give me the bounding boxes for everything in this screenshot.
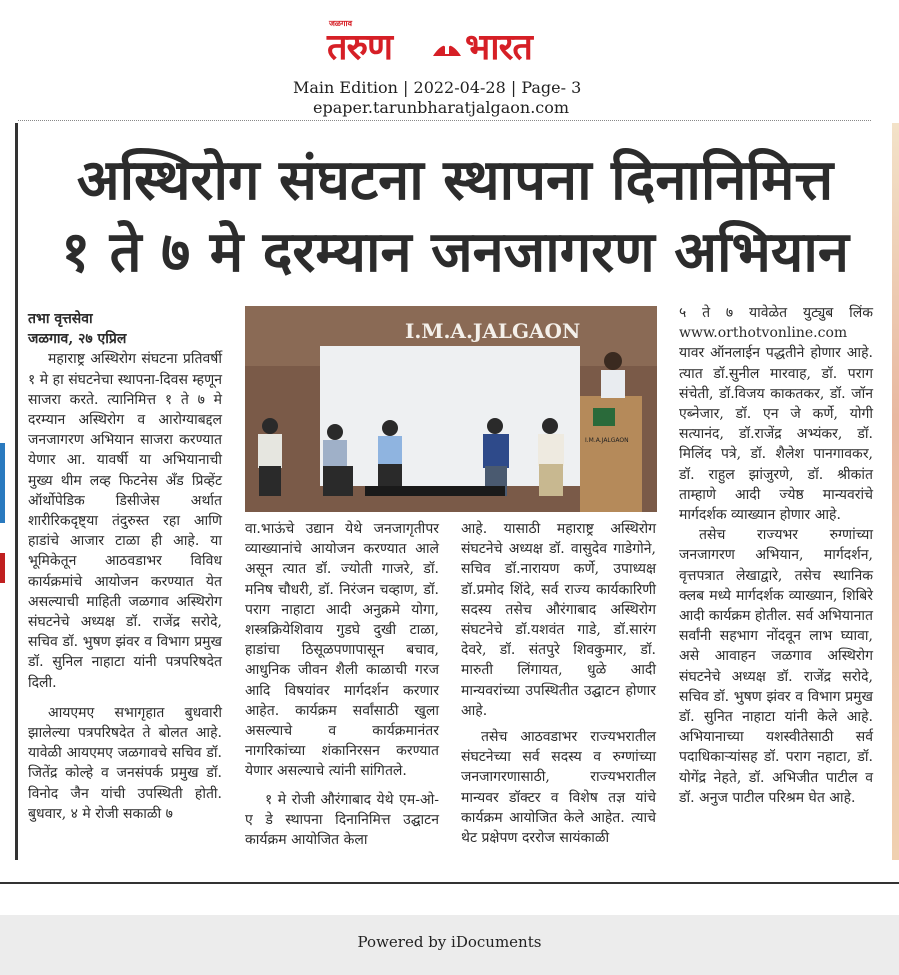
byline: तभा वृत्तसेवा [28, 311, 93, 327]
article-column-4 [679, 303, 873, 808]
page-edge-left [15, 123, 18, 860]
headline-line-1: अस्थिरोग संघटना स्थापना दिनानिमित्त [76, 148, 834, 213]
paragraph: ५ ते ७ यावेळेत युट्युब लिंक www.orthotvonline.com यावर ऑनलाईन पद्धतीने होणार आहे. त्यात डॉ.सुनील मारवाह, डॉ. पराग संचेती, डॉ.विजय काकतकर, डॉ. जॉन एब्नेजार, डॉ. एन जे कर्णे, योगी सत्यानंद, डॉ.राजेंद्र अभ्यंकर, डॉ. मिलिंद पत्रे, डॉ. शैलेश पानगावकर, डॉ. राहुल झांजुरणे, डॉ. श्रीकांत ताम्हाणे आदी ज्येष्ठ मान्यवरांचे मार्गदर्शक व्याख्यान होणार आहे. [679, 305, 873, 524]
divider [18, 120, 871, 121]
paragraph: आहे. यासाठी महाराष्ट्र अस्थिरोग संघटनेचे अध्यक्ष डॉ. वासुदेव गाडेगोने, सचिव डॉ.नारायण कर्णे, उपाध्यक्ष डॉ.प्रमोद शिंदे, सर्व राज्य कार्यकारिणी सदस्य तसेच औरंगाबाद अस्थिरोग संघटनेचे डॉ.यशवंत गाडे, डॉ.सारंग देवरे, डॉ. संतपुरे शिवकुमार, डॉ. मारुती लिंगायत, धुळे आदी मान्यवरांच्या उपस्थितीत उद्घाटन होणार आहे. [461, 521, 656, 719]
paragraph: तसेच आठवडाभर राज्यभरातील संघटनेच्या सर्व सदस्य व रुग्णांच्या जनजागरणासाठी, राज्यभरातील मान्यवर डॉक्टर व विशेष तज्ञ यांचे कार्यक्रम आयोजित केले आहेत. त्याचे थेट प्रक्षेपण दररोज सायंकाळी [461, 729, 656, 847]
page-edge-right [892, 123, 899, 860]
headline-line-2: १ ते ७ मे दरम्यान जनजागरण अभियान [61, 220, 849, 285]
edition-meta: Main Edition | 2022-04-28 | Page- 3 [293, 78, 582, 97]
press-conference-image [245, 306, 657, 512]
epaper-url[interactable]: epaper.tarunbharatjalgaon.com [313, 98, 570, 117]
logo-city-label: जळगाव [329, 19, 353, 28]
paragraph: १ मे रोजी औरंगाबाद येथे एम-ओ-ए डे स्थापना दिनानिमित्त उद्घाटन कार्यक्रम आयोजित केला [245, 791, 439, 849]
paragraph: आयएमए सभागृहात बुधवारी झालेल्या पत्रपरिषदेत ते बोलत आहे. यावेळी आयएमए जळगावचे सचिव डॉ. जितेंद्र कोल्हे व जनसंपर्क प्रमुख डॉ. विनोद जैन यांची उपस्थिती होती. बुधवार, ४ मे रोजी सकाळी ७ [28, 704, 222, 822]
podium-text: I.M.A.JALGAON [585, 437, 629, 444]
photo-banner-text: I.M.A.JALGAON [405, 319, 581, 343]
adjacent-page-strip [0, 443, 5, 523]
newspaper-logo[interactable] [325, 19, 573, 70]
paragraph: महाराष्ट्र अस्थिरोग संघटना प्रतिवर्षी १ मे हा संघटनेचा स्थापना-दिवस म्हणून साजरा करते. त्यानिमित्त १ ते ७ मे दरम्यान अस्थिरोग व आरोग्याबद्दल जनजागरण अभियान साजरा करण्यात येणार आ. यावर्षी या अभियानाची मुख्य थीम लव्ह फिटनेस अँड प्रिव्हेंट ऑर्थोपेडिक डिसीजेस अर्थात शारीरिकदृष्ट्या तंदुरुस्त रहा आणि हाडांचे आजार टाळा ही आहे. या भूमिकेतून आठवडाभर विविध कार्यक्रमांचे आयोजन करण्यात येत असल्याची माहिती जळगाव अस्थिरोग संघटनेचे अध्यक्ष डॉ. राजेंद्र सरोदे, सचिव डॉ. भुषण झंवर व विभाग प्रमुख डॉ. सुनिल नाहाटा यांनी पत्रपरिषदेत दिली. [28, 351, 222, 691]
adjacent-page-strip-red [0, 553, 5, 583]
powered-by-link[interactable]: Powered by iDocuments [357, 933, 542, 951]
footer-divider [0, 882, 899, 884]
event-photo [245, 306, 657, 512]
logo-word-left: तरुण [327, 27, 393, 68]
dateline: जळगाव, २७ एप्रिल [28, 331, 127, 348]
footer [0, 915, 899, 975]
newspaper-page [0, 123, 899, 863]
torch-emblem-icon [429, 30, 465, 60]
paragraph: वा.भाऊंचे उद्यान येथे जनजागृतीपर व्याख्यानांचे आयोजन करण्यात आले असून त्यात डॉ. ज्योती गाजरे, डॉ. मनिष चौधरी, डॉ. निरंजन चव्हाण, डॉ. पराग नाहाटा आदी अनुक्रमे योगा, शस्त्रक्रियेशिवाय गुडघे दुखी टाळा, हाडांचा ठिसूळपणापासून बचाव, आधुनिक जीवन शैली काळाची गरज आदि विषयांवर मार्गदर्शन करणार आहेत. कार्यक्रम सर्वांसाठी खुला असल्याचे व कार्यक्रमानंतर नागरिकांच्या शंकानिरसन करण्यात येणार असल्याचे त्यांनी सांगितले. [245, 521, 439, 780]
logo-word-right: भारत [465, 27, 532, 68]
article-column-2 [245, 519, 439, 850]
article-column-1 [28, 309, 222, 824]
paragraph: तसेच राज्यभर रुग्णांच्या जनजागरण अभियान, मार्गदर्शन, वृत्तपत्रात लेखाद्वारे, तसेच स्थानिक क्लब मध्ये मार्गदर्शक व्याख्यान, शिबिरे आदी कार्यक्रम होतील. सर्व अभियानात सर्वांनी सहभाग नोंदवून लाभ घ्यावा, असे आवाहन जळगाव अस्थिरोग संघटनेचे अध्यक्ष डॉ. राजेंद्र सरोदे, सचिव डॉ. भुषण झंवर व विभाग प्रमुख डॉ. सुनित नाहाटा यांनी केले आहे. अभियानाच्या यशस्वीतेसाठी सर्व पदाधिकाऱ्यांसह डॉ. पराग नहाटा, डॉ. योगेंद्र नेहते, डॉ. अभिजीत पाटील व डॉ. अनुज पाटील परिश्रम घेत आहे. [679, 527, 873, 806]
article-headline [25, 145, 885, 289]
article-column-3 [461, 519, 656, 848]
masthead [0, 0, 899, 120]
